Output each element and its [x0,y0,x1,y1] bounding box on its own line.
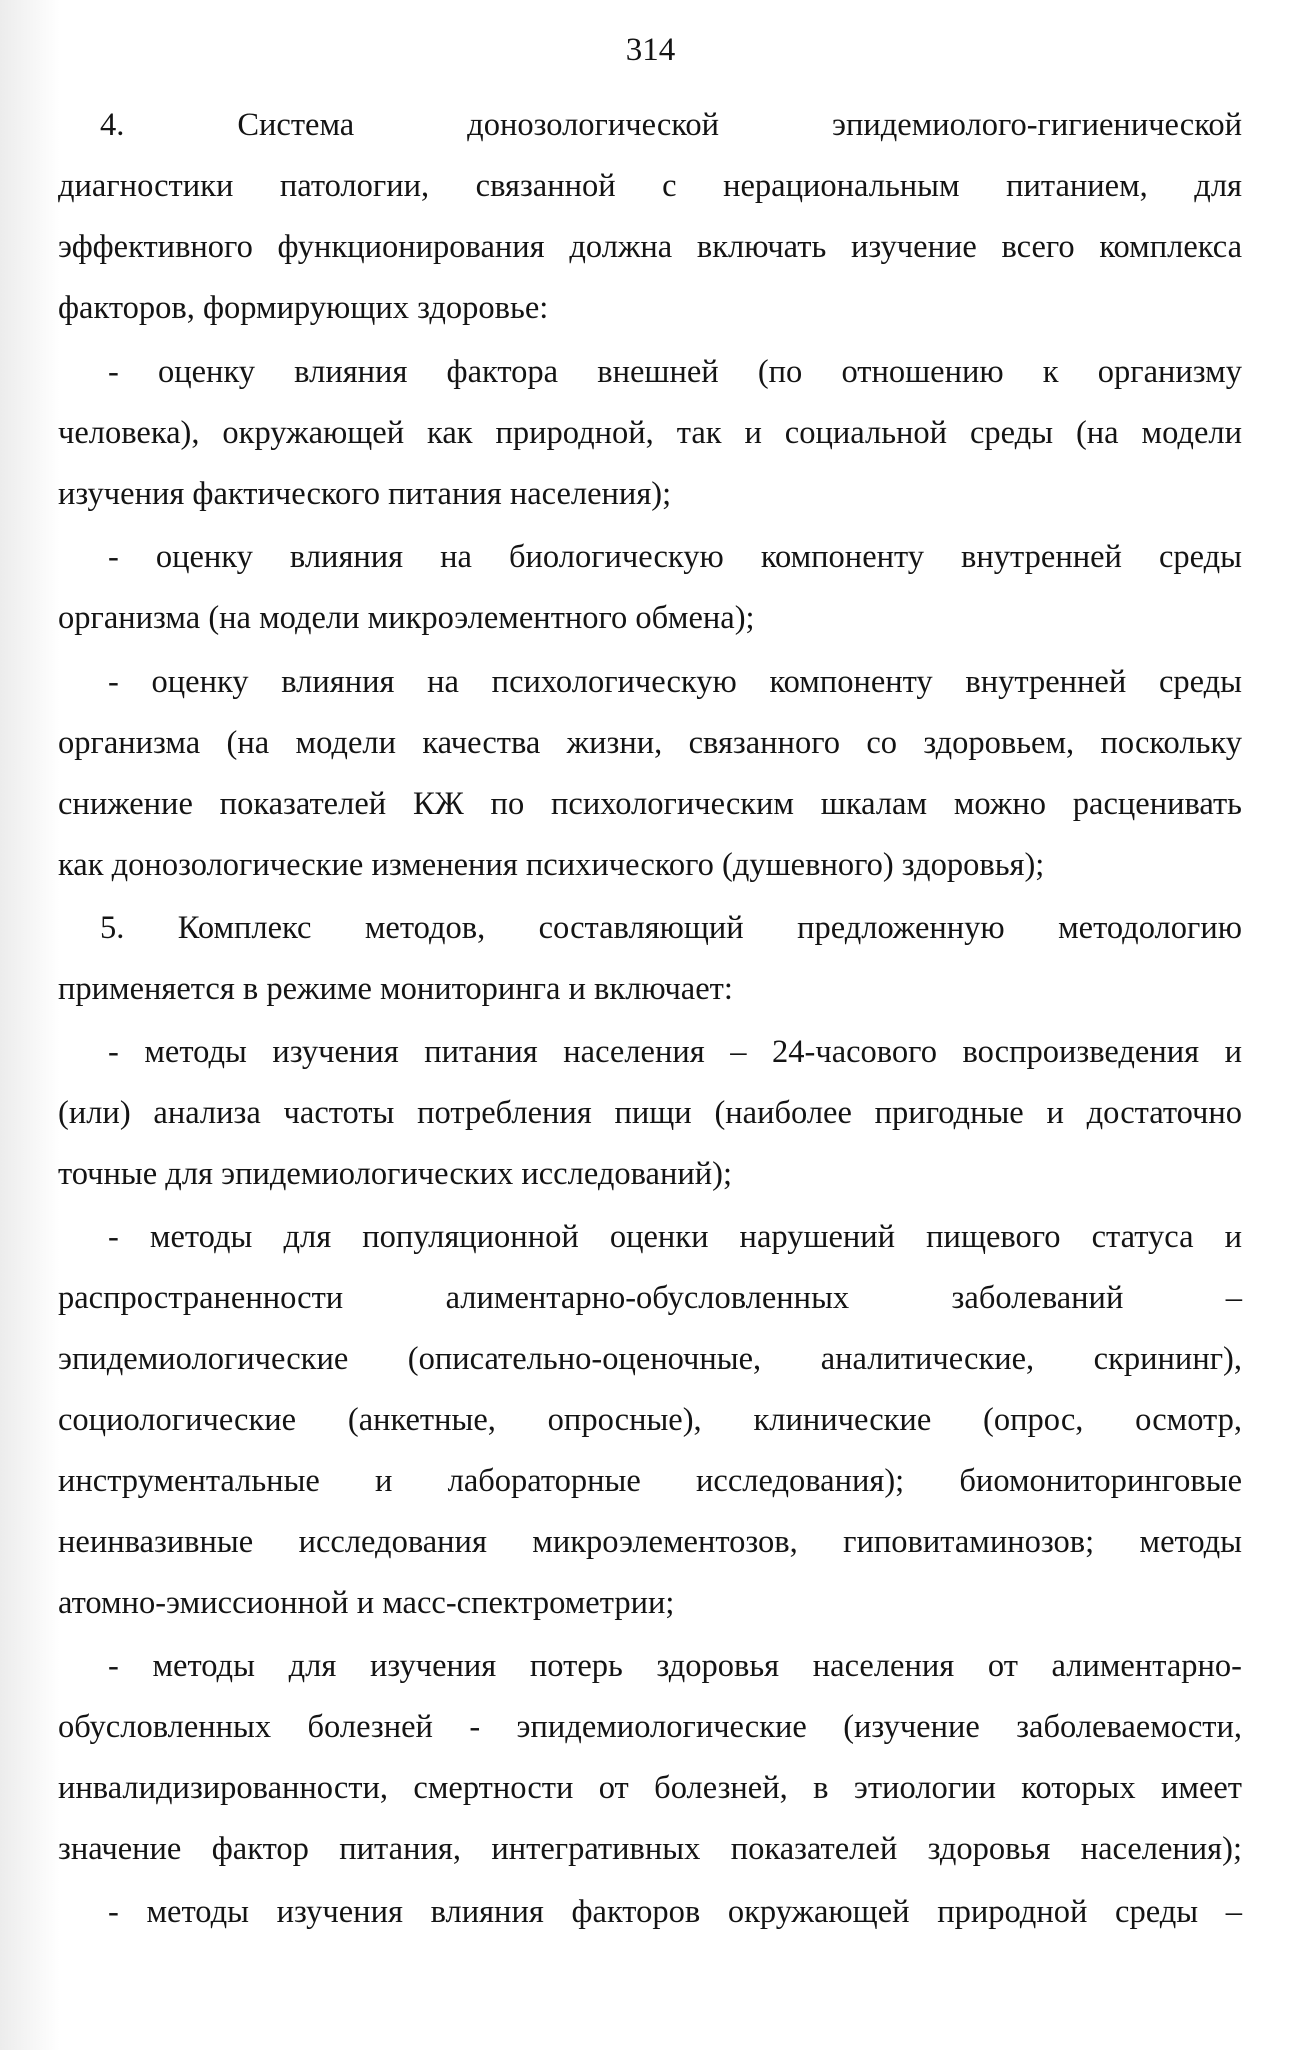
text-line: точные для эпидемиологических исследований); [58,1156,732,1192]
text-line: социологические (анкетные, опросные), клинические (опрос, осмотр, [58,1402,1242,1438]
text-line: - оценку влияния фактора внешней (по отношению к организму [108,354,1242,390]
text-line: 5. Комплекс методов, составляющий предложенную методологию [100,910,1242,946]
page-number: 314 [625,32,676,68]
text-line: - оценку влияния на психологическую компоненту внутренней среды [108,664,1242,700]
text-line: 4. Система донозологической эпидемиолого-гигиенической [100,107,1242,143]
text-line: эпидемиологические (описательно-оценочные, аналитические, скрининг), [58,1341,1242,1377]
text-line: обусловленных болезней - эпидемиологические (изучение заболеваемости, [58,1709,1242,1745]
text-line: факторов, формирующих здоровье: [58,290,549,326]
text-line: применяется в режиме мониторинга и включает: [58,971,733,1007]
text-line: распространенности алиментарно-обусловленных заболеваний – [58,1280,1242,1316]
text-line: организма (на модели качества жизни, связанного со здоровьем, поскольку [58,725,1242,761]
text-line: - методы для популяционной оценки нарушений пищевого статуса и [108,1219,1242,1255]
text-line: диагностики патологии, связанной с нерациональным питанием, для [58,168,1242,204]
text-line: - методы изучения влияния факторов окружающей природной среды – [108,1894,1242,1930]
text-line: изучения фактического питания населения); [58,476,672,512]
text-line: атомно-эмиссионной и масс-спектрометрии; [58,1585,675,1621]
text-line: организма (на модели микроэлементного обмена); [58,600,755,636]
text-line: - оценку влияния на биологическую компоненту внутренней среды [108,539,1242,575]
text-line: как донозологические изменения психического (душевного) здоровья); [58,847,1045,883]
text-line: (или) анализа частоты потребления пищи (наиболее пригодные и достаточно [58,1095,1242,1131]
text-line: значение фактор питания, интегративных показателей здоровья населения); [58,1831,1242,1867]
text-line: неинвазивные исследования микроэлементозов, гиповитаминозов; методы [58,1524,1242,1560]
text-line: человека), окружающей как природной, так и социальной среды (на модели [58,415,1242,451]
text-line: - методы для изучения потерь здоровья населения от алиментарно- [108,1648,1242,1684]
text-line: снижение показателей КЖ по психологическим шкалам можно расценивать [58,786,1242,822]
text-line: инструментальные и лабораторные исследования); биомониторинговые [58,1463,1242,1499]
text-line: инвалидизированности, смертности от болезней, в этиологии которых имеет [58,1770,1242,1806]
text-line: эффективного функционирования должна включать изучение всего комплекса [58,229,1242,265]
text-line: - методы изучения питания населения – 24-часового воспроизведения и [108,1034,1242,1070]
